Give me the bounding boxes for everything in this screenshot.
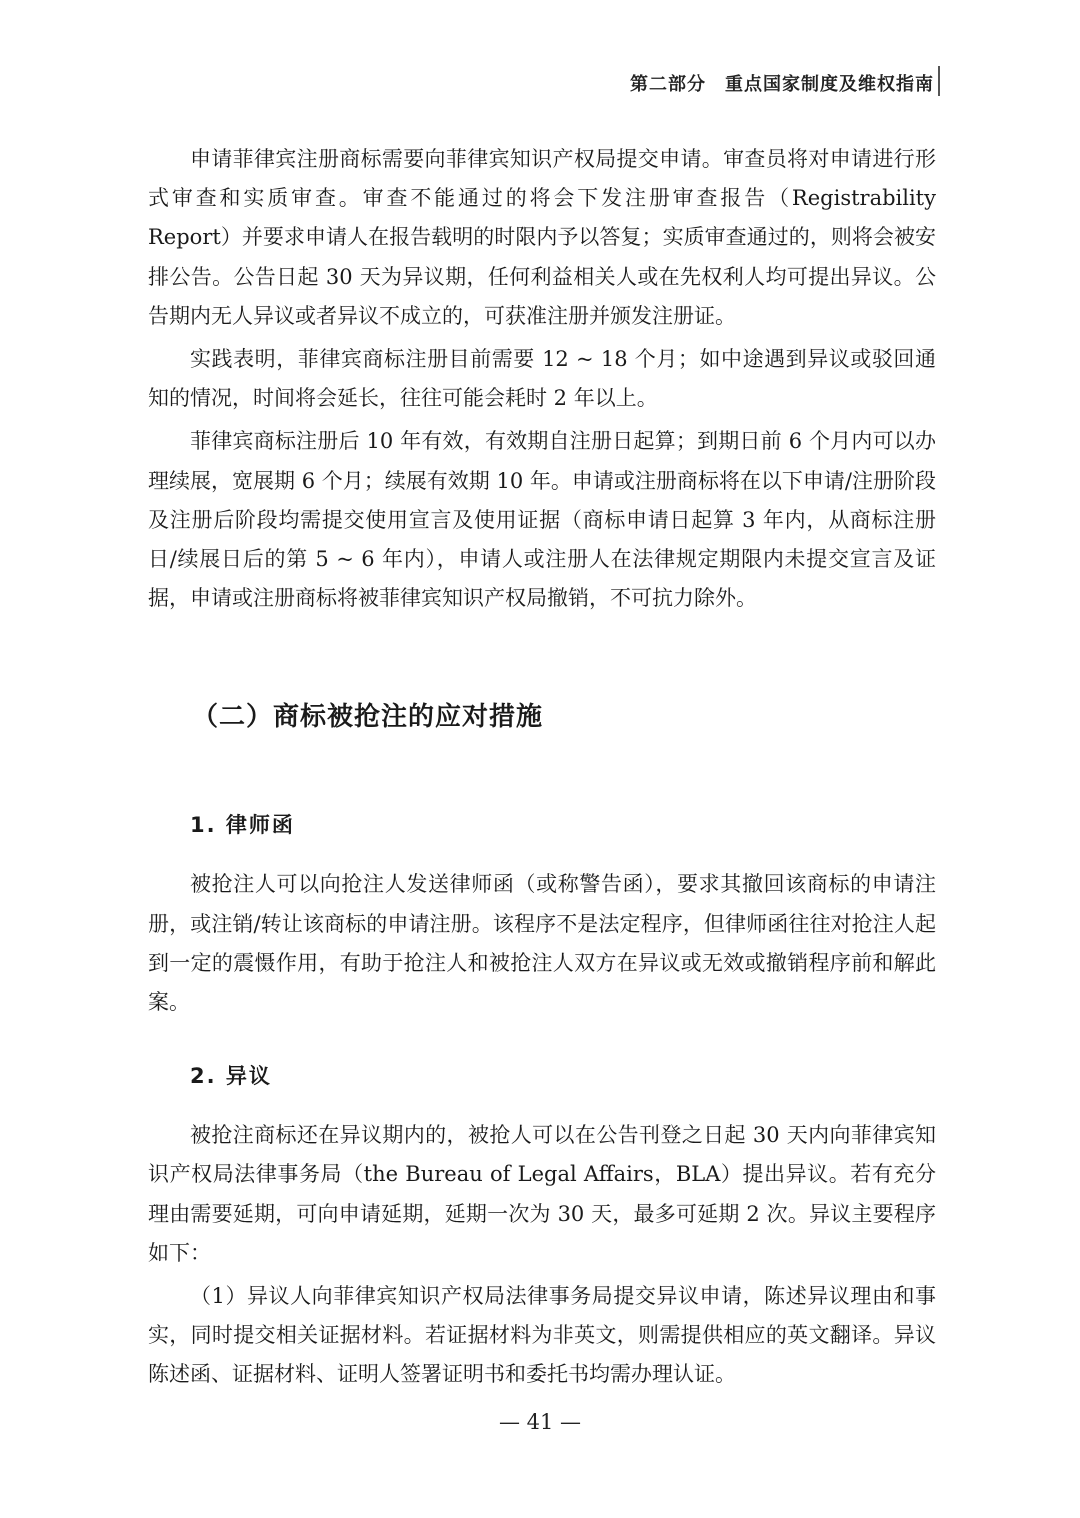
header-rule	[938, 66, 940, 96]
body-paragraph: （1）异议人向菲律宾知识产权局法律事务局提交异议申请，陈述异议理由和事实，同时提交相关证据材料。若证据材料为非英文，则需提供相应的英文翻译。异议陈述函、证据材料、证明人签署证明书和委托书均需办理认证。	[148, 1284, 936, 1387]
body-paragraph: 申请菲律宾注册商标需要向菲律宾知识产权局提交申请。审查员将对申请进行形式审查和实质审查。审查不能通过的将会下发注册审查报告（Registrability Report）并要求申请人在报告载明的时限内予以答复；实质审查通过的，则将会被安排公告。公告日起 30 天为异议期，任何利益相关人或在先权利人均可提出异议。公告期内无人异议或者异议不成立的，可获准注册并颁发注册证。	[148, 147, 936, 328]
subsection-heading-lawyer-letter: 1. 律师函	[190, 813, 295, 838]
page-content	[148, 140, 936, 1395]
body-paragraph: 菲律宾商标注册后 10 年有效，有效期自注册日起算；到期日前 6 个月内可以办理续展，宽展期 6 个月；续展有效期 10 年。申请或注册商标将在以下申请/注册阶段及注册后阶段均需提交使用宣言及使用证据（商标申请日起算 3 年内，从商标注册日/续展日后的第 5 ~ 6 年内），申请人或注册人在法律规定期限内未提交宣言及证据，申请或注册商标将被菲律宾知识产权局撤销，不可抗力除外。	[148, 429, 936, 611]
page-number: — 41 —	[498, 1410, 582, 1434]
body-paragraph: 实践表明，菲律宾商标注册目前需要 12 ~ 18 个月；如中途遇到异议或驳回通知的情况，时间将会延长，往往可能会耗时 2 年以上。	[148, 347, 936, 411]
section-heading: （二）商标被抢注的应对措施	[192, 702, 544, 733]
body-paragraph: 被抢注人可以向抢注人发送律师函（或称警告函），要求其撤回该商标的申请注册，或注销/转让该商标的申请注册。该程序不是法定程序，但律师函往往对抢注人起到一定的震慑作用，有助于抢注人和被抢注人双方在异议或无效或撤销程序前和解此案。	[148, 872, 936, 1015]
running-header: 第二部分 重点国家制度及维权指南	[630, 74, 934, 95]
body-paragraph: 被抢注商标还在异议期内的，被抢人可以在公告刊登之日起 30 天内向菲律宾知识产权局法律事务局（the Bureau of Legal Affairs，BLA）提出异议。若有充分理由需要延期，可向申请延期，延期一次为 30 天，最多可延期 2 次。异议主要程序如下：	[148, 1123, 936, 1265]
subsection-heading-opposition: 2. 异议	[190, 1064, 272, 1089]
